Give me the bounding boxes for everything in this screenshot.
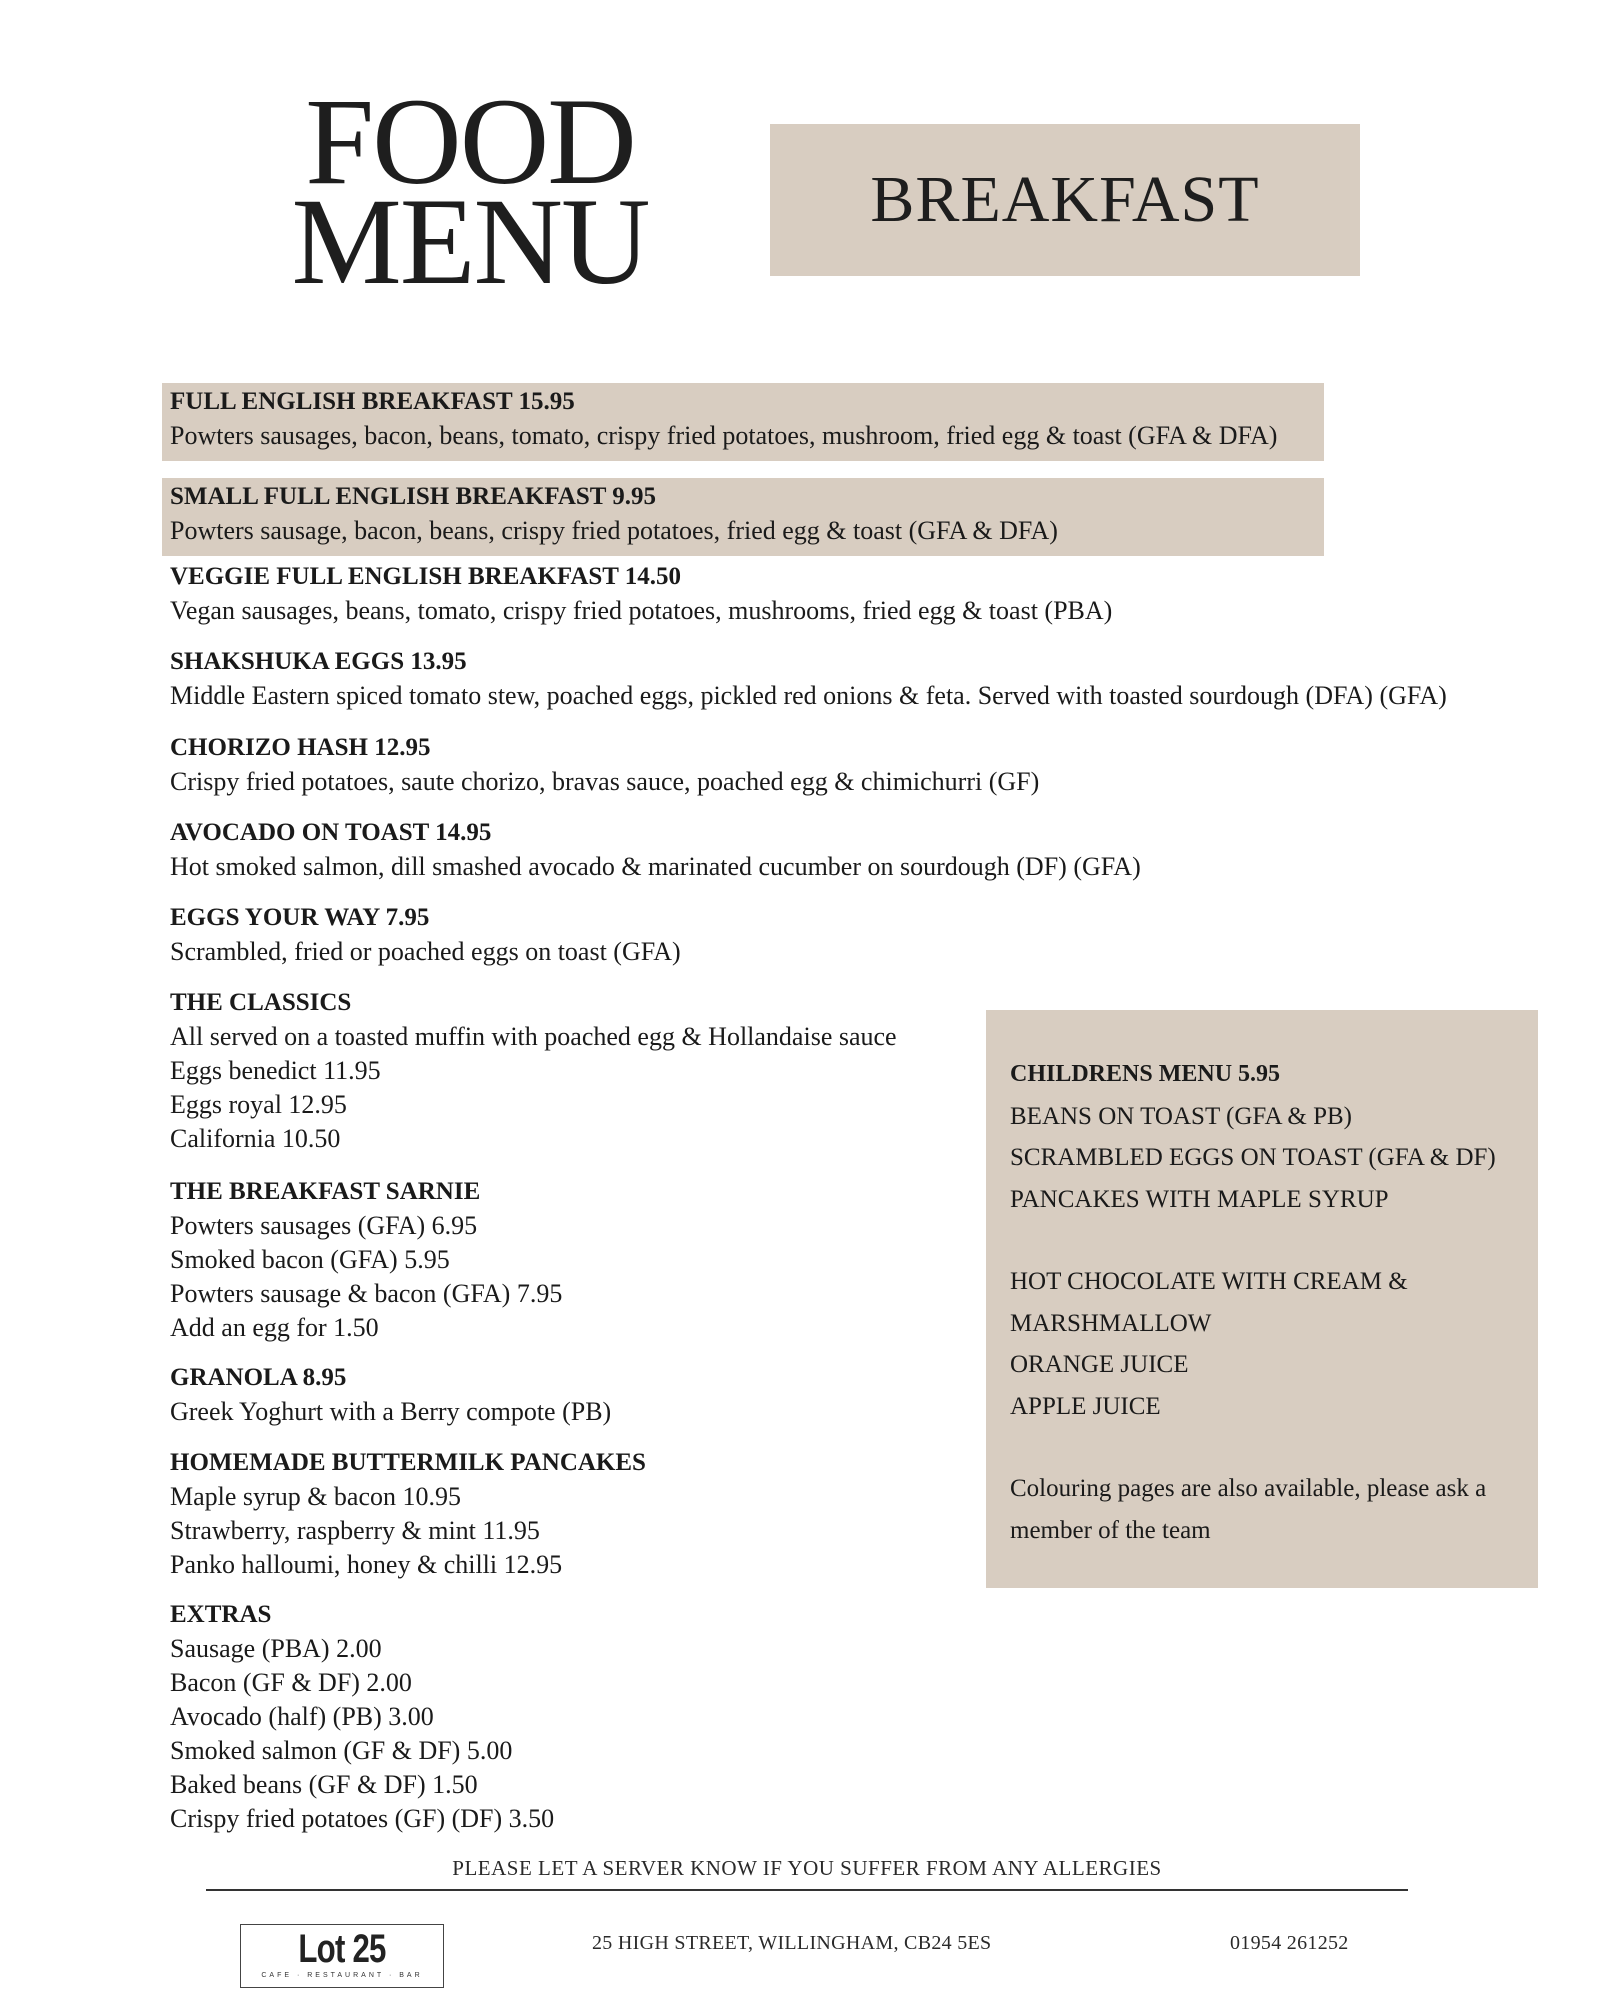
menu-item <box>170 816 1470 884</box>
menu-item-title: THE CLASSICS <box>170 989 352 1016</box>
menu-item-line: Vegan sausages, beans, tomato, crispy fried potatoes, mushrooms, fried egg & toast (PBA) <box>170 596 1113 625</box>
menu-item-line: Sausage (PBA) 2.00 <box>170 1634 382 1663</box>
menu-item-line: Eggs royal 12.95 <box>170 1090 347 1119</box>
childrens-food-item: BEANS ON TOAST (GFA & PB) <box>1010 1102 1352 1130</box>
childrens-food-item: PANCAKES WITH MAPLE SYRUP <box>1010 1185 1389 1213</box>
allergy-notice: PLEASE LET A SERVER KNOW IF YOU SUFFER FROM ANY ALLERGIES <box>452 1856 1162 1880</box>
menu-item-line: Strawberry, raspberry & mint 11.95 <box>170 1516 540 1545</box>
logo-tagline: CAFE · RESTAURANT · BAR <box>261 1972 423 1979</box>
menu-item-title: CHORIZO HASH 12.95 <box>170 734 431 761</box>
childrens-drink-item: MARSHMALLOW <box>1010 1309 1212 1337</box>
menu-item-title: GRANOLA 8.95 <box>170 1364 347 1391</box>
menu-item-line: Scrambled, fried or poached eggs on toast (GFA) <box>170 937 681 966</box>
menu-item-line: Powters sausage, bacon, beans, crispy fried potatoes, fried egg & toast (GFA & DFA) <box>170 516 1058 545</box>
section-banner <box>770 124 1360 276</box>
menu-item <box>170 731 1470 799</box>
menu-item-line: Avocado (half) (PB) 3.00 <box>170 1702 434 1731</box>
menu-item-title: VEGGIE FULL ENGLISH BREAKFAST 14.50 <box>170 563 681 590</box>
menu-item-title: EXTRAS <box>170 1601 272 1628</box>
menu-title-line1: FOOD <box>305 73 635 210</box>
menu-item-line: Eggs benedict 11.95 <box>170 1056 381 1085</box>
menu-item-line: Maple syrup & bacon 10.95 <box>170 1482 462 1511</box>
menu-item-title: FULL ENGLISH BREAKFAST 15.95 <box>170 388 575 415</box>
restaurant-phone: 01954 261252 <box>1230 1932 1349 1954</box>
section-title: BREAKFAST <box>870 163 1260 236</box>
restaurant-logo <box>240 1924 444 1988</box>
childrens-drink-item: HOT CHOCOLATE WITH CREAM & <box>1010 1268 1408 1295</box>
menu-item-line: Smoked bacon (GFA) 5.95 <box>170 1245 450 1274</box>
menu-item-line: Greek Yoghurt with a Berry compote (PB) <box>170 1397 612 1426</box>
menu-item-line: All served on a toasted muffin with poached egg & Hollandaise sauce <box>170 1022 897 1051</box>
childrens-note-line: Colouring pages are also available, please ask a <box>1010 1475 1487 1502</box>
menu-item-line: Bacon (GF & DF) 2.00 <box>170 1668 412 1697</box>
menu-item-line: Add an egg for 1.50 <box>170 1313 379 1342</box>
menu-item-title: SMALL FULL ENGLISH BREAKFAST 9.95 <box>170 483 656 510</box>
childrens-note-line: member of the team <box>1010 1516 1211 1544</box>
menu-item-line: Powters sausages (GFA) 6.95 <box>170 1211 478 1240</box>
menu-title-line2: MENU <box>291 173 649 310</box>
menu-title <box>270 73 670 310</box>
menu-item-line: Powters sausages, bacon, beans, tomato, crispy fried potatoes, mushroom, fried egg & toast (GFA & DFA) <box>170 421 1278 450</box>
menu-item-line: Smoked salmon (GF & DF) 5.00 <box>170 1736 513 1765</box>
menu-item <box>162 383 1324 461</box>
menu-item-title: EGGS YOUR WAY 7.95 <box>170 904 430 931</box>
menu-item <box>170 560 1470 628</box>
menu-item-line: Crispy fried potatoes, saute chorizo, bravas sauce, poached egg & chimichurri (GF) <box>170 767 1040 796</box>
menu-item-line: Powters sausage & bacon (GFA) 7.95 <box>170 1279 563 1308</box>
menu-item-line: Hot smoked salmon, dill smashed avocado & marinated cucumber on sourdough (DF) (GFA) <box>170 852 1141 881</box>
menu-item-line: Panko halloumi, honey & chilli 12.95 <box>170 1550 563 1579</box>
menu-item-title: SHAKSHUKA EGGS 13.95 <box>170 648 467 675</box>
childrens-menu-heading: CHILDRENS MENU 5.95 <box>1010 1061 1281 1087</box>
menu-item-title: AVOCADO ON TOAST 14.95 <box>170 819 492 846</box>
menu-item-line: Baked beans (GF & DF) 1.50 <box>170 1770 478 1799</box>
menu-item-line: Middle Eastern spiced tomato stew, poached eggs, pickled red onions & feta. Served with toasted sourdough (DFA) (GFA) <box>170 681 1447 710</box>
childrens-drink-item: ORANGE JUICE <box>1010 1351 1189 1378</box>
menu-item-title: HOMEMADE BUTTERMILK PANCAKES <box>170 1449 646 1476</box>
menu-item <box>170 1598 1470 1836</box>
footer-divider <box>206 1889 1408 1891</box>
menu-item <box>170 901 1470 969</box>
menu-item-title: THE BREAKFAST SARNIE <box>170 1178 481 1205</box>
restaurant-address: 25 HIGH STREET, WILLINGHAM, CB24 5ES <box>592 1932 992 1954</box>
menu-item-line: California 10.50 <box>170 1124 341 1153</box>
logo-name: Lot 25 <box>298 1927 386 1971</box>
childrens-menu-box <box>986 1010 1538 1588</box>
childrens-drink-item: APPLE JUICE <box>1010 1392 1161 1420</box>
menu-item-line: Crispy fried potatoes (GF) (DF) 3.50 <box>170 1804 555 1833</box>
childrens-food-item: SCRAMBLED EGGS ON TOAST (GFA & DF) <box>1010 1144 1496 1171</box>
menu-item <box>170 645 1470 713</box>
menu-item <box>162 478 1324 556</box>
